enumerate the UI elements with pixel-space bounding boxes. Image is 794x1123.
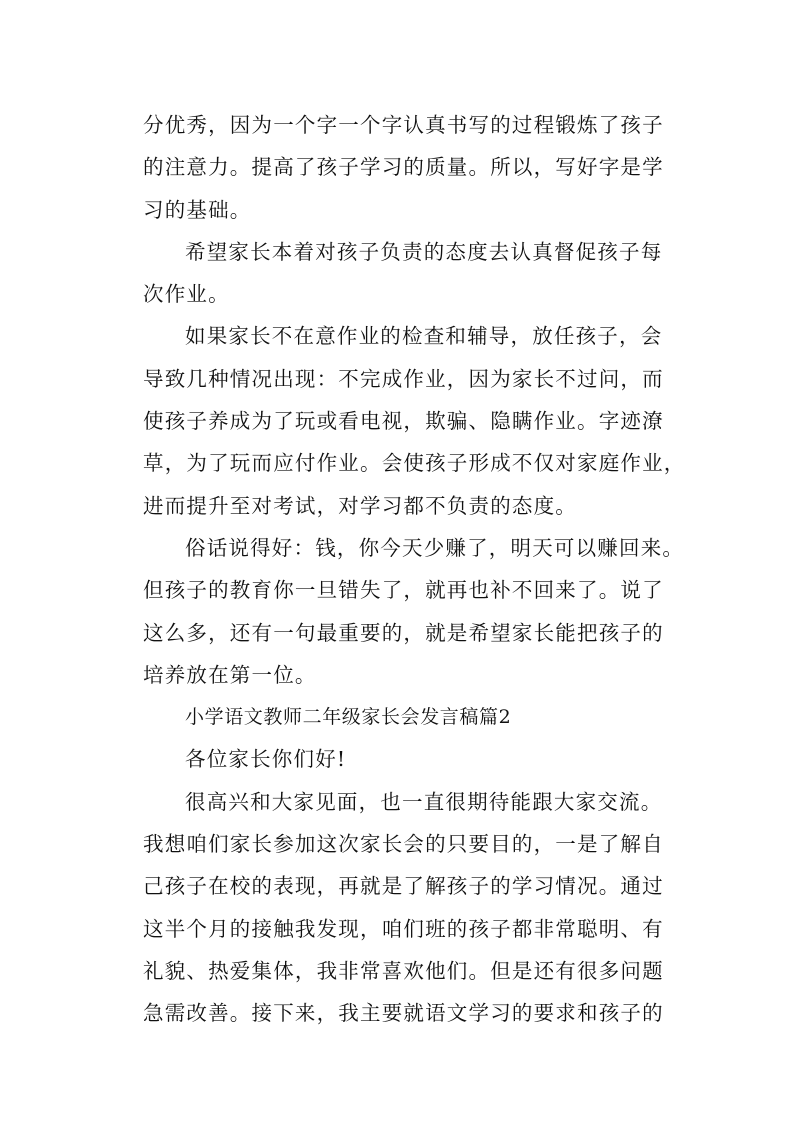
paragraph-start-line: 希望家长本着对孩子负责的态度去认真督促孩子每: [185, 239, 663, 264]
text-line: 培养放在第一位。: [143, 662, 317, 687]
text-line: 己孩子在校的表现，再就是了解孩子的学习情况。通过: [143, 874, 664, 899]
section-heading: 小学语文教师二年级家长会发言稿篇2: [185, 706, 512, 729]
text-line: 次作业。: [143, 282, 230, 307]
body-text: [143, 104, 686, 1035]
paragraph-start-line: 俗话说得好：钱，你今天少赚了，明天可以赚回来。: [185, 535, 685, 560]
text-line: 的注意力。提高了孩子学习的质量。所以，写好字是学: [143, 155, 664, 180]
text-line: 礼貌、热爱集体，我非常喜欢他们。但是还有很多问题: [143, 958, 664, 983]
text-line: 这么多，还有一句最重要的，就是希望家长能把孩子的: [143, 620, 664, 645]
text-line: 这半个月的接触我发现，咱们班的孩子都非常聪明、有: [143, 916, 664, 941]
text-line: 进而提升至对考试，对学习都不负责的态度。: [143, 493, 577, 518]
text-line: 急需改善。接下来，我主要就语文学习的要求和孩子的: [143, 1001, 664, 1026]
greeting-line: 各位家长你们好!: [185, 747, 347, 772]
paragraph-start-line: 如果家长不在意作业的检查和辅导，放任孩子，会: [185, 324, 663, 349]
text-line: 但孩子的教育你一旦错失了，就再也补不回来了。说了: [143, 578, 664, 603]
text-line: 使孩子养成为了玩或看电视，欺骗、隐瞒作业。字迹潦: [143, 409, 664, 434]
text-line: 草，为了玩而应付作业。会使孩子形成不仅对家庭作业，: [143, 451, 686, 476]
text-line: 习的基础。: [143, 197, 252, 222]
paragraph-start-line: 很高兴和大家见面，也一直很期待能跟大家交流。: [185, 789, 663, 814]
text-line: 我想咱们家长参加这次家长会的只要目的，一是了解自: [143, 832, 664, 857]
text-line: 分优秀，因为一个字一个字认真书写的过程锻炼了孩子: [143, 113, 664, 137]
text-line: 导致几种情况出现：不完成作业，因为家长不过问，而: [143, 366, 664, 391]
